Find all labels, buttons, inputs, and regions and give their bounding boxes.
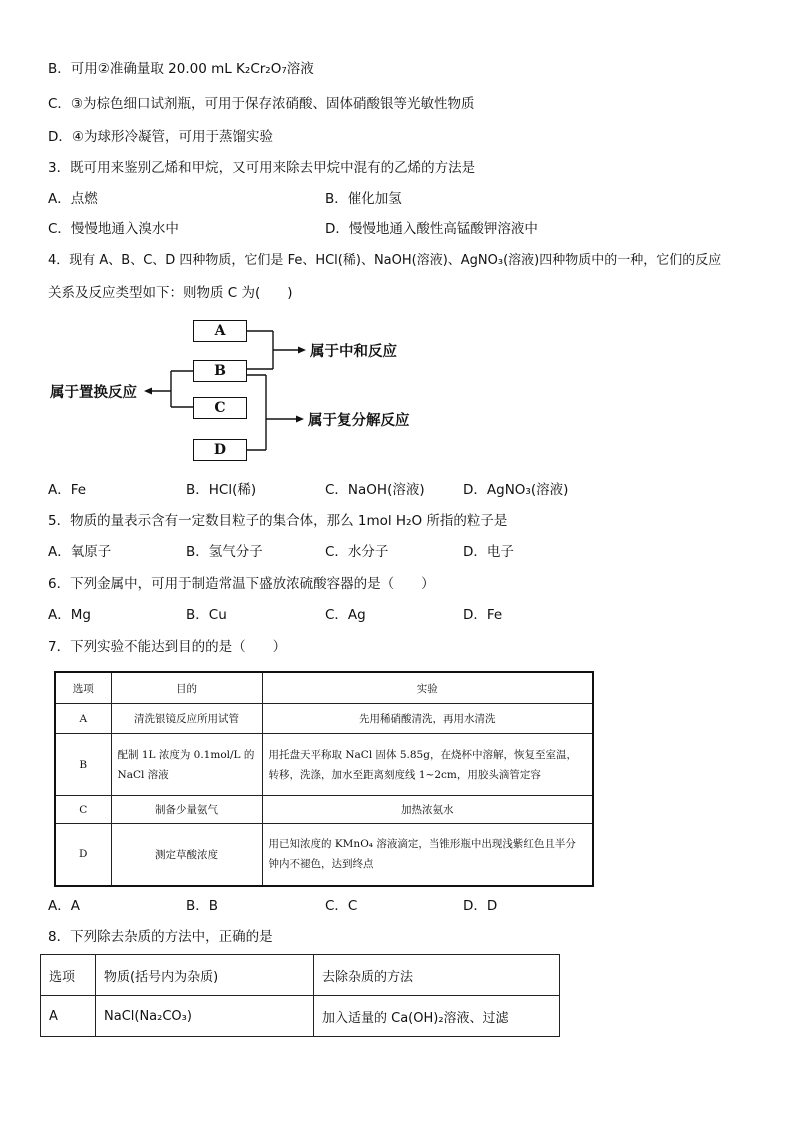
diagram-box-a: A	[193, 320, 247, 342]
diagram-label-displacement: 属于置换反应	[50, 385, 137, 401]
diagram-box-c: C	[193, 397, 247, 419]
table-cell: 配制 1L 浓度为 0.1mol/L 的 NaCl 溶液	[111, 734, 262, 796]
table-header-cell: 去除杂质的方法	[314, 955, 560, 996]
q5-option-c: C．水分子	[325, 544, 389, 560]
table-row	[55, 796, 593, 824]
q3-option-b: B．催化加氢	[325, 191, 402, 207]
table-header-cell: 物质(括号内为杂质)	[96, 955, 314, 996]
diagram-label-neutralization: 属于中和反应	[310, 344, 397, 360]
table-cell: B	[55, 734, 111, 796]
q7-option-b: B．B	[186, 898, 219, 914]
q7-option-d: D．D	[463, 898, 498, 914]
q7-stem: 7．下列实验不能达到目的的是（ ）	[48, 639, 287, 655]
table-header-cell: 实验	[262, 672, 593, 704]
q6-option-b: B．Cu	[186, 607, 227, 623]
table-row	[41, 996, 560, 1037]
q4-option-c: C．NaOH(溶液)	[325, 482, 425, 498]
table-cell: A	[41, 996, 96, 1037]
q5-option-b: B．氢气分子	[186, 544, 263, 560]
q4-option-a: A．Fe	[48, 482, 87, 498]
table-header-cell: 选项	[55, 672, 111, 704]
q6-stem: 6．下列金属中，可用于制造常温下盛放浓硫酸容器的是（ ）	[48, 576, 435, 592]
diagram-box-d: D	[193, 439, 247, 461]
table-cell: 先用稀硝酸清洗，再用水清洗	[262, 704, 593, 734]
q4-option-d: D．AgNO₃(溶液)	[463, 482, 569, 498]
table-cell: 清洗银镜反应所用试管	[111, 704, 262, 734]
table-cell: NaCl(Na₂CO₃)	[96, 996, 314, 1037]
table-cell: 用已知浓度的 KMnO₄ 溶液滴定，当锥形瓶中出现浅紫红色且半分钟内不褪色，达到终点	[262, 824, 593, 886]
table-row	[55, 824, 593, 886]
q6-option-a: A．Mg	[48, 607, 91, 623]
q5-stem: 5．物质的量表示含有一定数目粒子的集合体，那么 1mol H₂O 所指的粒子是	[48, 513, 508, 529]
q4-stem-line1: 4．现有 A、B、C、D 四种物质，它们是 Fe、HCl(稀)、NaOH(溶液)、AgNO₃(溶液)四种物质中的一种，它们的反应	[48, 253, 722, 268]
q2-option-d: D．④为球形冷凝管，可用于蒸馏实验	[48, 129, 273, 145]
q3-stem: 3．既可用来鉴别乙烯和甲烷，又可用来除去甲烷中混有的乙烯的方法是	[48, 160, 476, 176]
table-header-row	[55, 672, 593, 704]
table-cell: 用托盘天平称取 NaCl 固体 5.85g，在烧杯中溶解，恢复至室温，转移，洗涤，加水至距离刻度线 1~2cm，用胶头滴管定容	[262, 734, 593, 796]
table-cell: C	[55, 796, 111, 824]
q3-option-c: C．慢慢地通入溴水中	[48, 221, 179, 237]
table-cell: 制备少量氨气	[111, 796, 262, 824]
q7-option-a: A．A	[48, 898, 80, 914]
table-cell: 加入适量的 Ca(OH)₂溶液、过滤	[314, 996, 560, 1037]
table-row	[55, 734, 593, 796]
table-header-cell: 选项	[41, 955, 96, 996]
table-row	[55, 704, 593, 734]
table-header-cell: 目的	[111, 672, 262, 704]
q4-option-b: B．HCl(稀)	[186, 482, 257, 498]
q2-option-b: B．可用②准确量取 20.00 mL K₂Cr₂O₇溶液	[48, 61, 314, 77]
q3-option-a: A．点燃	[48, 191, 98, 207]
diagram-box-b: B	[193, 360, 247, 382]
table-cell: 测定草酸浓度	[111, 824, 262, 886]
diagram-label-double-decomposition: 属于复分解反应	[308, 413, 410, 429]
q6-option-c: C．Ag	[325, 607, 366, 623]
q2-option-c: C．③为棕色细口试剂瓶，可用于保存浓硝酸、固体硝酸银等光敏性物质	[48, 96, 475, 112]
q3-option-d: D．慢慢地通入酸性高锰酸钾溶液中	[325, 221, 538, 237]
table-cell: 加热浓氨水	[262, 796, 593, 824]
q8-table	[40, 954, 560, 1037]
table-cell: D	[55, 824, 111, 886]
q6-option-d: D．Fe	[463, 607, 503, 623]
q4-stem-line2: 关系及反应类型如下：则物质 C 为( )	[48, 285, 293, 301]
q7-table	[54, 671, 594, 887]
table-header-row	[41, 955, 560, 996]
q7-option-c: C．C	[325, 898, 358, 914]
q5-option-d: D．电子	[463, 544, 514, 560]
q8-stem: 8．下列除去杂质的方法中，正确的是	[48, 929, 273, 945]
table-cell: A	[55, 704, 111, 734]
q5-option-a: A．氧原子	[48, 544, 112, 560]
